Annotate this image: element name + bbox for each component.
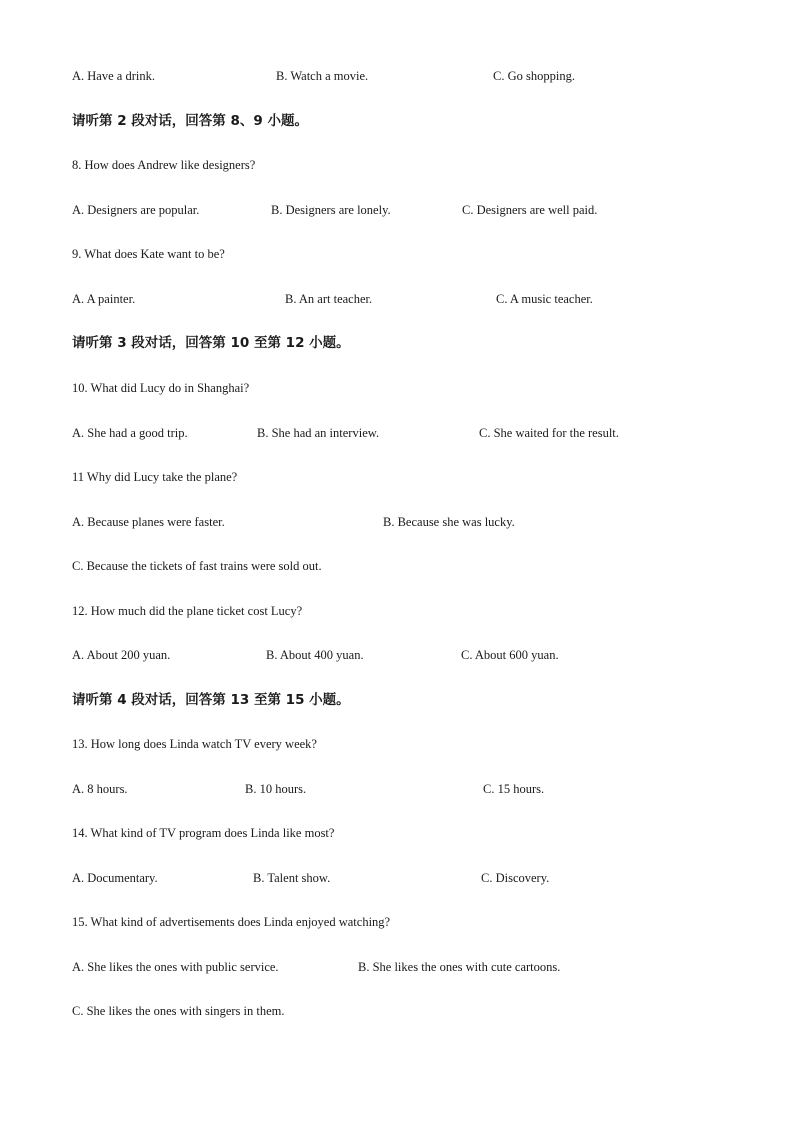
q7-option-c[interactable]: C. Go shopping. bbox=[493, 69, 575, 83]
q15-option-a[interactable]: A. She likes the ones with public service. bbox=[72, 960, 279, 974]
q13-question: 13. How long does Linda watch TV every week? bbox=[72, 737, 317, 751]
q8-question: 8. How does Andrew like designers? bbox=[72, 158, 256, 172]
q9-option-a[interactable]: A. A painter. bbox=[72, 292, 136, 306]
q10-question: 10. What did Lucy do in Shanghai? bbox=[72, 381, 250, 395]
q7-option-b[interactable]: B. Watch a movie. bbox=[276, 69, 369, 83]
section-3-heading: 请听第 3 段对话，回答第 10 至第 12 小题。 bbox=[72, 335, 350, 351]
section-2-heading: 请听第 2 段对话，回答第 8、9 小题。 bbox=[72, 113, 308, 129]
q9-option-c[interactable]: C. A music teacher. bbox=[496, 292, 593, 306]
q11-option-b[interactable]: B. Because she was lucky. bbox=[383, 515, 515, 529]
q15-question: 15. What kind of advertisements does Linda enjoyed watching? bbox=[72, 915, 391, 929]
q11-question: 11 Why did Lucy take the plane? bbox=[72, 470, 238, 484]
q8-option-b[interactable]: B. Designers are lonely. bbox=[271, 203, 391, 217]
q9-option-b[interactable]: B. An art teacher. bbox=[285, 292, 373, 306]
q15-option-b[interactable]: B. She likes the ones with cute cartoons. bbox=[358, 960, 561, 974]
q9-question: 9. What does Kate want to be? bbox=[72, 247, 225, 261]
q12-option-a[interactable]: A. About 200 yuan. bbox=[72, 648, 171, 662]
q11-option-c[interactable]: C. Because the tickets of fast trains were sold out. bbox=[72, 559, 322, 573]
q12-option-c[interactable]: C. About 600 yuan. bbox=[461, 648, 559, 662]
q14-option-c[interactable]: C. Discovery. bbox=[481, 871, 550, 885]
q10-option-b[interactable]: B. She had an interview. bbox=[257, 426, 380, 440]
q12-question: 12. How much did the plane ticket cost Lucy? bbox=[72, 604, 303, 618]
q12-option-b[interactable]: B. About 400 yuan. bbox=[266, 648, 364, 662]
q13-option-a[interactable]: A. 8 hours. bbox=[72, 782, 128, 796]
q13-option-b[interactable]: B. 10 hours. bbox=[245, 782, 307, 796]
q14-option-b[interactable]: B. Talent show. bbox=[253, 871, 331, 885]
q14-option-a[interactable]: A. Documentary. bbox=[72, 871, 158, 885]
q10-option-a[interactable]: A. She had a good trip. bbox=[72, 426, 188, 440]
q10-option-c[interactable]: C. She waited for the result. bbox=[479, 426, 619, 440]
q13-option-c[interactable]: C. 15 hours. bbox=[483, 782, 545, 796]
q7-option-a[interactable]: A. Have a drink. bbox=[72, 69, 155, 83]
section-4-heading: 请听第 4 段对话，回答第 13 至第 15 小题。 bbox=[72, 692, 350, 708]
q15-option-c[interactable]: C. She likes the ones with singers in them. bbox=[72, 1004, 285, 1018]
q14-question: 14. What kind of TV program does Linda like most? bbox=[72, 826, 335, 840]
q8-option-c[interactable]: C. Designers are well paid. bbox=[462, 203, 598, 217]
q8-option-a[interactable]: A. Designers are popular. bbox=[72, 203, 200, 217]
q11-option-a[interactable]: A. Because planes were faster. bbox=[72, 515, 225, 529]
